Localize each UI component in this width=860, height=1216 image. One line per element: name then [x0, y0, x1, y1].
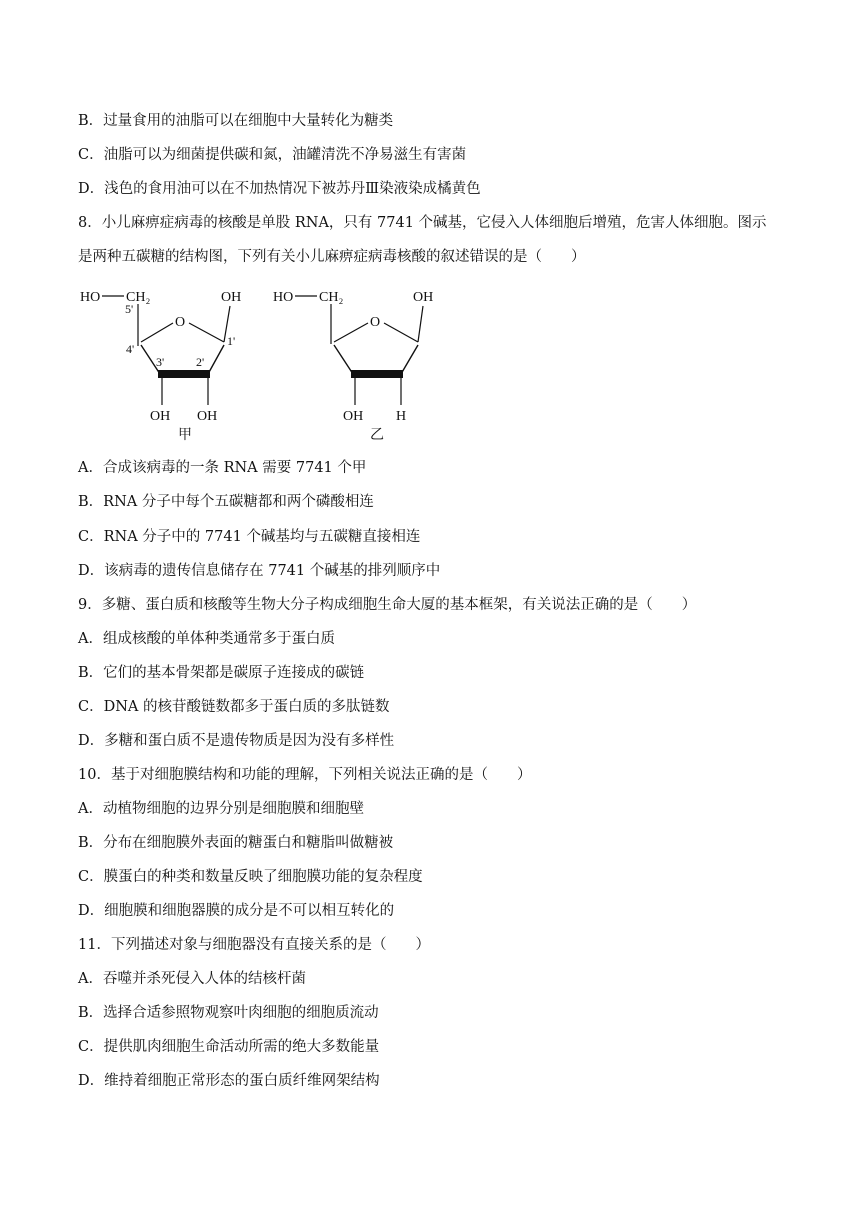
sugar1-c1-label: 1': [227, 334, 236, 348]
q10-option-a: A．动植物细胞的边界分别是细胞膜和细胞壁: [78, 801, 364, 817]
sugar1-c4-label: 4': [126, 342, 135, 356]
pentose-structure-figure: [78, 282, 478, 444]
sugar1-c5-label: 5': [125, 302, 134, 316]
sugar2-oh-bottom-left: OH: [343, 409, 364, 424]
sugar2-oh-top-label: OH: [413, 290, 434, 305]
q11-option-c: C．提供肌肉细胞生命活动所需的绝大多数能量: [78, 1039, 380, 1055]
deoxyribose-structure: [273, 290, 433, 443]
sugar1-ch2-label: CH₂: [126, 290, 151, 305]
q8-stem-line1: 8．小儿麻痹症病毒的核酸是单股 RNA，只有 7741 个碱基，它侵入人体细胞后增殖，危害人体细胞。图示: [78, 215, 767, 231]
sugar1-caption: 甲: [178, 428, 192, 443]
sugar1-ring-o: O: [175, 315, 186, 330]
q8-option-a: A．合成该病毒的一条 RNA 需要 7741 个甲: [78, 460, 367, 476]
q9-option-b: B．它们的基本骨架都是碳原子连接成的碳链: [78, 665, 365, 681]
q10-option-d: D．细胞膜和细胞器膜的成分是不可以相互转化的: [78, 903, 395, 919]
q11-stem: 11．下列描述对象与细胞器没有直接关系的是（ ）: [78, 937, 430, 953]
sugar2-ho-label: HO: [273, 290, 294, 305]
q7-option-b: B．过量食用的油脂可以在细胞中大量转化为糖类: [78, 113, 394, 129]
sugar1-oh-bottom-left: OH: [150, 409, 171, 424]
q11-option-a: A．吞噬并杀死侵入人体的结核杆菌: [78, 971, 306, 987]
q8-option-b: B．RNA 分子中每个五碳糖都和两个磷酸相连: [78, 494, 374, 510]
q9-option-c: C．DNA 的核苷酸链数都多于蛋白质的多肽链数: [78, 699, 390, 715]
sugar2-ring-o: O: [370, 315, 381, 330]
sugar2-ch2-label: CH₂: [319, 290, 344, 305]
q11-option-b: B．选择合适参照物观察叶肉细胞的细胞质流动: [78, 1005, 379, 1021]
q8-option-d: D．该病毒的遗传信息储存在 7741 个碱基的排列顺序中: [78, 563, 441, 579]
sugar1-oh-bottom-right: OH: [197, 409, 218, 424]
q11-option-d: D．维持着细胞正常形态的蛋白质纤维网架结构: [78, 1073, 380, 1089]
q10-stem: 10．基于对细胞膜结构和功能的理解，下列相关说法正确的是（ ）: [78, 767, 532, 783]
sugar1-c3-label: 3': [156, 355, 165, 369]
q7-option-d: D．浅色的食用油可以在不加热情况下被苏丹Ⅲ染液染成橘黄色: [78, 181, 481, 197]
q8-option-c: C．RNA 分子中的 7741 个碱基均与五碳糖直接相连: [78, 529, 421, 545]
sugar1-c2-label: 2': [196, 355, 205, 369]
q9-option-a: A．组成核酸的单体种类通常多于蛋白质: [78, 631, 335, 647]
q9-stem: 9．多糖、蛋白质和核酸等生物大分子构成细胞生命大厦的基本框架，有关说法正确的是（ ）: [78, 597, 697, 613]
q10-option-b: B．分布在细胞膜外表面的糖蛋白和糖脂叫做糖被: [78, 835, 394, 851]
sugar1-oh-top-label: OH: [221, 290, 242, 305]
ribose-structure: [80, 290, 241, 443]
sugar2-caption: 乙: [370, 428, 384, 443]
sugar2-h-bottom-right: H: [396, 409, 407, 424]
q7-option-c: C．油脂可以为细菌提供碳和氮，油罐清洗不净易滋生有害菌: [78, 147, 467, 163]
sugar1-ho-label: HO: [80, 290, 101, 305]
q10-option-c: C．膜蛋白的种类和数量反映了细胞膜功能的复杂程度: [78, 869, 423, 885]
q9-option-d: D．多糖和蛋白质不是遗传物质是因为没有多样性: [78, 733, 395, 749]
q8-stem-line2: 是两种五碳糖的结构图，下列有关小儿麻痹症病毒核酸的叙述错误的是（ ）: [78, 249, 586, 265]
